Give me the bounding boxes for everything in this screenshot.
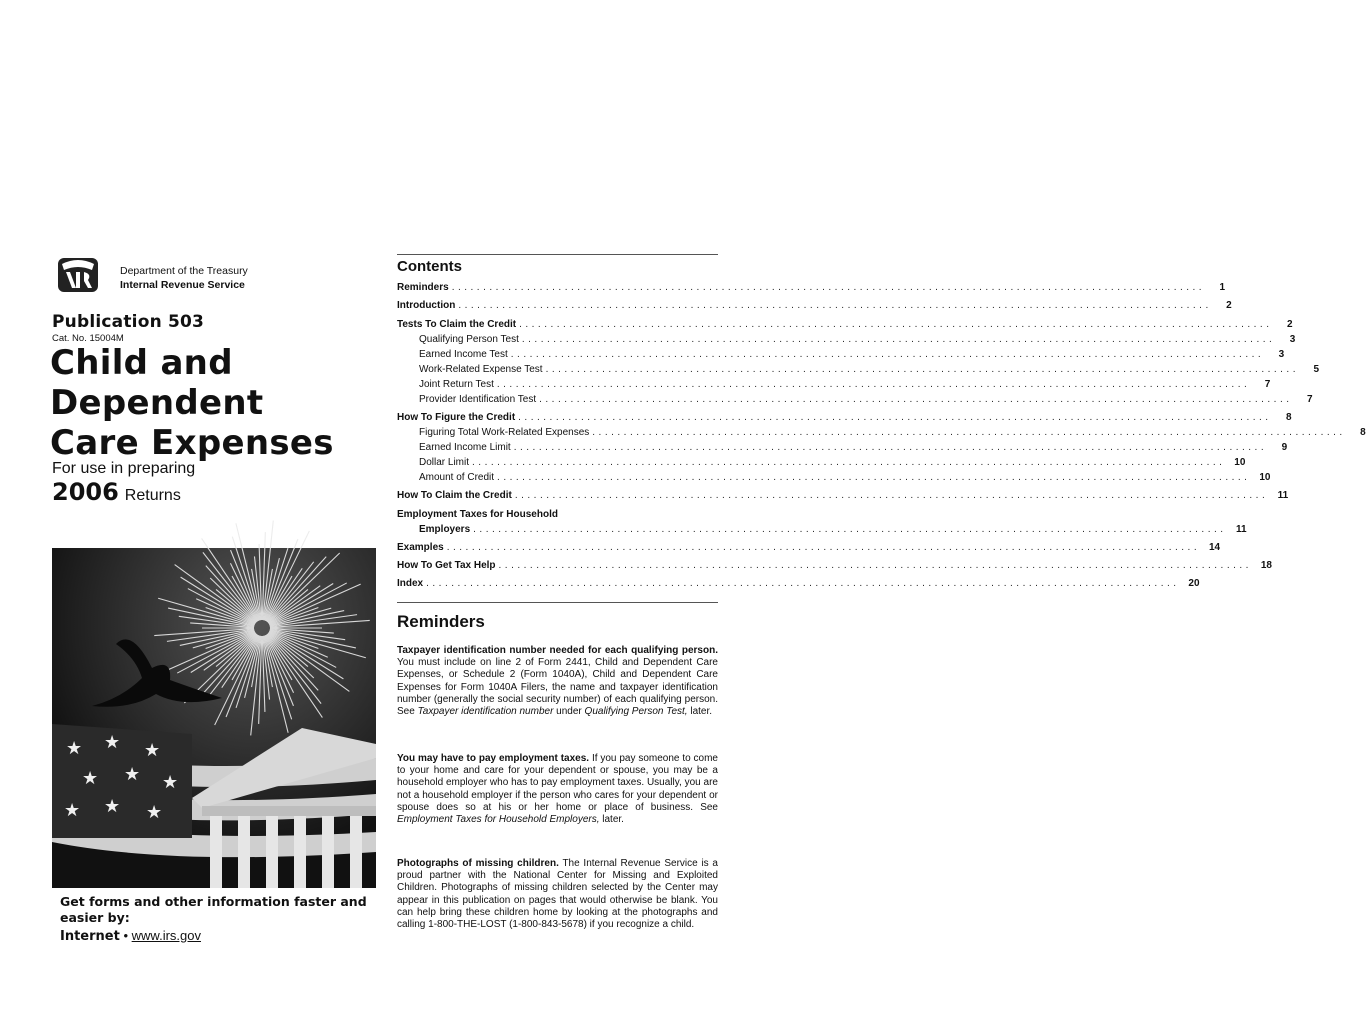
for-use-text: For use in preparing xyxy=(52,460,196,477)
toc-row xyxy=(397,559,1272,573)
toc-page-number: 5 xyxy=(1313,364,1319,375)
catalog-number: Cat. No. 15004M xyxy=(52,333,124,344)
toc-leader-dots: ........................................................................................................................ xyxy=(518,412,1272,423)
toc-entry-label: Employment Taxes for Household xyxy=(397,509,558,520)
irs-eagle-logo xyxy=(52,254,104,296)
toc-leader-dots: ........................................................................................................................ xyxy=(426,578,1180,589)
toc-leader-dots: ........................................................................................................................ xyxy=(545,364,1299,375)
toc-entry-label: Amount of Credit xyxy=(419,472,495,483)
toc-row xyxy=(419,378,1271,392)
toc-page-number: 2 xyxy=(1286,319,1293,330)
cross-reference: Employment Taxes for Household Employers, xyxy=(397,814,600,826)
toc-row xyxy=(419,426,1366,440)
forms-heading: Get forms and other information faster and easier by: xyxy=(60,894,367,925)
internet-label: Internet xyxy=(60,929,120,944)
paragraph-lead: You may have to pay employment taxes. xyxy=(397,753,590,764)
toc-page-number: 8 xyxy=(1360,427,1366,438)
toc-page-number: 10 xyxy=(1234,457,1246,468)
toc-page-number: 11 xyxy=(1277,490,1289,501)
toc-entry-label: How To Claim the Credit xyxy=(397,490,512,501)
toc-page-number: 9 xyxy=(1281,442,1288,453)
toc-row xyxy=(419,523,1247,537)
toc-row xyxy=(419,363,1319,377)
svg-text:★: ★ xyxy=(64,800,81,820)
cross-reference: Qualifying Person Test, xyxy=(584,706,688,718)
tax-year xyxy=(52,478,181,506)
toc-entry-label: How To Get Tax Help xyxy=(397,560,496,571)
svg-text:★: ★ xyxy=(146,802,163,822)
toc-leader-dots: ........................................................................................................................ xyxy=(519,319,1273,330)
toc-entry-label: Figuring Total Work-Related Expenses xyxy=(419,427,590,438)
svg-text:★: ★ xyxy=(66,738,83,758)
publication-number: Publication 503 xyxy=(52,312,205,332)
toc-leader-dots: ........................................................................................................................ xyxy=(539,394,1293,405)
toc-row xyxy=(397,541,1221,555)
contents-heading: Contents xyxy=(397,258,462,275)
toc-leader-dots: ........................................................................................................................ xyxy=(446,542,1201,553)
paragraph-lead: Photographs of missing children. xyxy=(397,858,559,869)
toc-entry-label: Dollar Limit xyxy=(419,457,470,468)
title-line: Dependent xyxy=(50,383,264,423)
toc-row xyxy=(419,333,1296,347)
svg-text:★: ★ xyxy=(144,740,161,760)
toc-page-number: 7 xyxy=(1264,379,1271,390)
toc-leader-dots: ........................................................................................................................ xyxy=(498,560,1252,571)
toc-row xyxy=(419,471,1271,485)
reminder-paragraph-employment-taxes: You may have to pay employment taxes. If you pay someone to come to your home and care for your dependent or spouse, you may be a household employer who has to pay employment taxes. Usually, you are not a household employer if the person who cares for your dependent or spouse does so at his or her home or place of business. See Employment Taxes for Household Employers, later. xyxy=(397,753,718,826)
toc-entry-label: Qualifying Person Test xyxy=(419,334,519,345)
toc-leader-dots: ........................................................................................................................ xyxy=(458,300,1212,311)
toc-leader-dots: ........................................................................................................................ xyxy=(472,457,1226,468)
toc-page-number: 1 xyxy=(1219,282,1226,293)
agency-name: Internal Revenue Service xyxy=(120,279,245,291)
toc-page-number: 18 xyxy=(1260,560,1272,571)
toc-page-number: 7 xyxy=(1306,394,1313,405)
toc-entry-label: Work-Related Expense Test xyxy=(419,364,543,375)
forms-info-box xyxy=(52,888,376,950)
toc-leader-dots: ........................................................................................................................ xyxy=(510,349,1265,360)
irs-website-link[interactable]: www.irs.gov xyxy=(131,928,201,943)
document-title xyxy=(50,343,334,463)
reminder-paragraph-missing-children: Photographs of missing children. The Internal Revenue Service is a proud partner with the National Center for Missing and Exploited Children. Photographs of missing children selected by the Center may appear in this publication on pages that would otherwise be blank. You can help bring these children home by looking at the photographs and calling 1-800-THE-LOST (1-800-843-5678) if you recognize a child. xyxy=(397,858,718,931)
toc-entry-label: Introduction xyxy=(397,300,456,311)
toc-entry-label: How To Figure the Credit xyxy=(397,412,516,423)
internet-line xyxy=(60,928,201,944)
toc-row xyxy=(419,441,1288,455)
toc-leader-dots: ........................................................................................................................ xyxy=(451,282,1206,293)
department-name: Department of the Treasury xyxy=(120,265,248,277)
toc-entry-label: Examples xyxy=(397,542,444,553)
toc-row xyxy=(419,348,1285,362)
toc-leader-dots: ........................................................................................................................ xyxy=(513,442,1268,453)
toc-row xyxy=(397,577,1200,591)
toc-row xyxy=(397,299,1232,313)
toc-page-number: 3 xyxy=(1278,349,1285,360)
toc-page-number: 8 xyxy=(1286,412,1292,423)
toc-row xyxy=(397,318,1293,332)
svg-text:★: ★ xyxy=(82,768,99,788)
title-line: Care Expenses xyxy=(50,423,334,463)
toc-entry-label: Provider Identification Test xyxy=(419,394,537,405)
cross-reference: Taxpayer identification number xyxy=(417,706,554,718)
svg-text:★: ★ xyxy=(104,732,121,752)
bullet-icon: • xyxy=(123,928,129,943)
toc-entry-label: Reminders xyxy=(397,282,449,293)
svg-text:★: ★ xyxy=(104,796,121,816)
toc-leader-dots: ........................................................................................................................ xyxy=(497,472,1251,483)
paragraph-lead: Taxpayer identification number needed for each qualifying person. xyxy=(397,645,718,656)
toc-page-number: 14 xyxy=(1208,542,1221,553)
reminder-paragraph-tin: Taxpayer identification number needed for each qualifying person. You must include on line 2 of Form 2441, Child and Dependent Care Expenses, or Schedule 2 (Form 1040A), Child and Dependent Care Expenses for Form 1040A Filers, the name and taxpayer identification number (generally the social security number) of each qualifying person. See Taxpayer identification number under Qualifying Person Test, later. xyxy=(397,645,718,718)
toc-row xyxy=(397,489,1289,503)
section-rule xyxy=(397,602,718,603)
agency-block xyxy=(120,264,248,292)
year-number: 2006 xyxy=(52,478,119,506)
toc-entry-label: Tests To Claim the Credit xyxy=(397,319,517,330)
toc-leader-dots: ........................................................................................................................ xyxy=(592,427,1346,438)
cover-photo-fireworks-eagle-flag xyxy=(52,548,376,888)
toc-leader-dots: ........................................................................................................................ xyxy=(496,379,1251,390)
toc-entry-label: Earned Income Test xyxy=(419,349,508,360)
toc-entry-label: Index xyxy=(397,578,424,589)
reminders-heading: Reminders xyxy=(397,612,485,631)
toc-row xyxy=(397,281,1226,295)
toc-entry-label: Earned Income Limit xyxy=(419,442,511,453)
toc-page-number: 3 xyxy=(1289,334,1296,345)
toc-row xyxy=(419,456,1246,470)
toc-row xyxy=(397,508,718,522)
title-line: Child and xyxy=(50,343,233,383)
toc-page-number: 2 xyxy=(1226,300,1232,311)
toc-leader-dots: ........................................................................................................................ xyxy=(514,490,1269,501)
toc-row xyxy=(419,393,1313,407)
toc-leader-dots: ........................................................................................................................ xyxy=(521,334,1276,345)
returns-label: Returns xyxy=(124,487,181,504)
toc-page-number: 11 xyxy=(1235,524,1247,535)
toc-leader-dots: ........................................................................................................................ xyxy=(473,524,1227,535)
toc-row xyxy=(397,411,1292,425)
toc-page-number: 10 xyxy=(1259,472,1271,483)
toc-entry-label: Joint Return Test xyxy=(419,379,494,390)
top-rule xyxy=(397,254,718,255)
svg-text:★: ★ xyxy=(124,764,141,784)
toc-page-number: 20 xyxy=(1188,578,1200,589)
svg-text:★: ★ xyxy=(162,772,179,792)
toc-entry-label: Employers xyxy=(419,524,471,535)
